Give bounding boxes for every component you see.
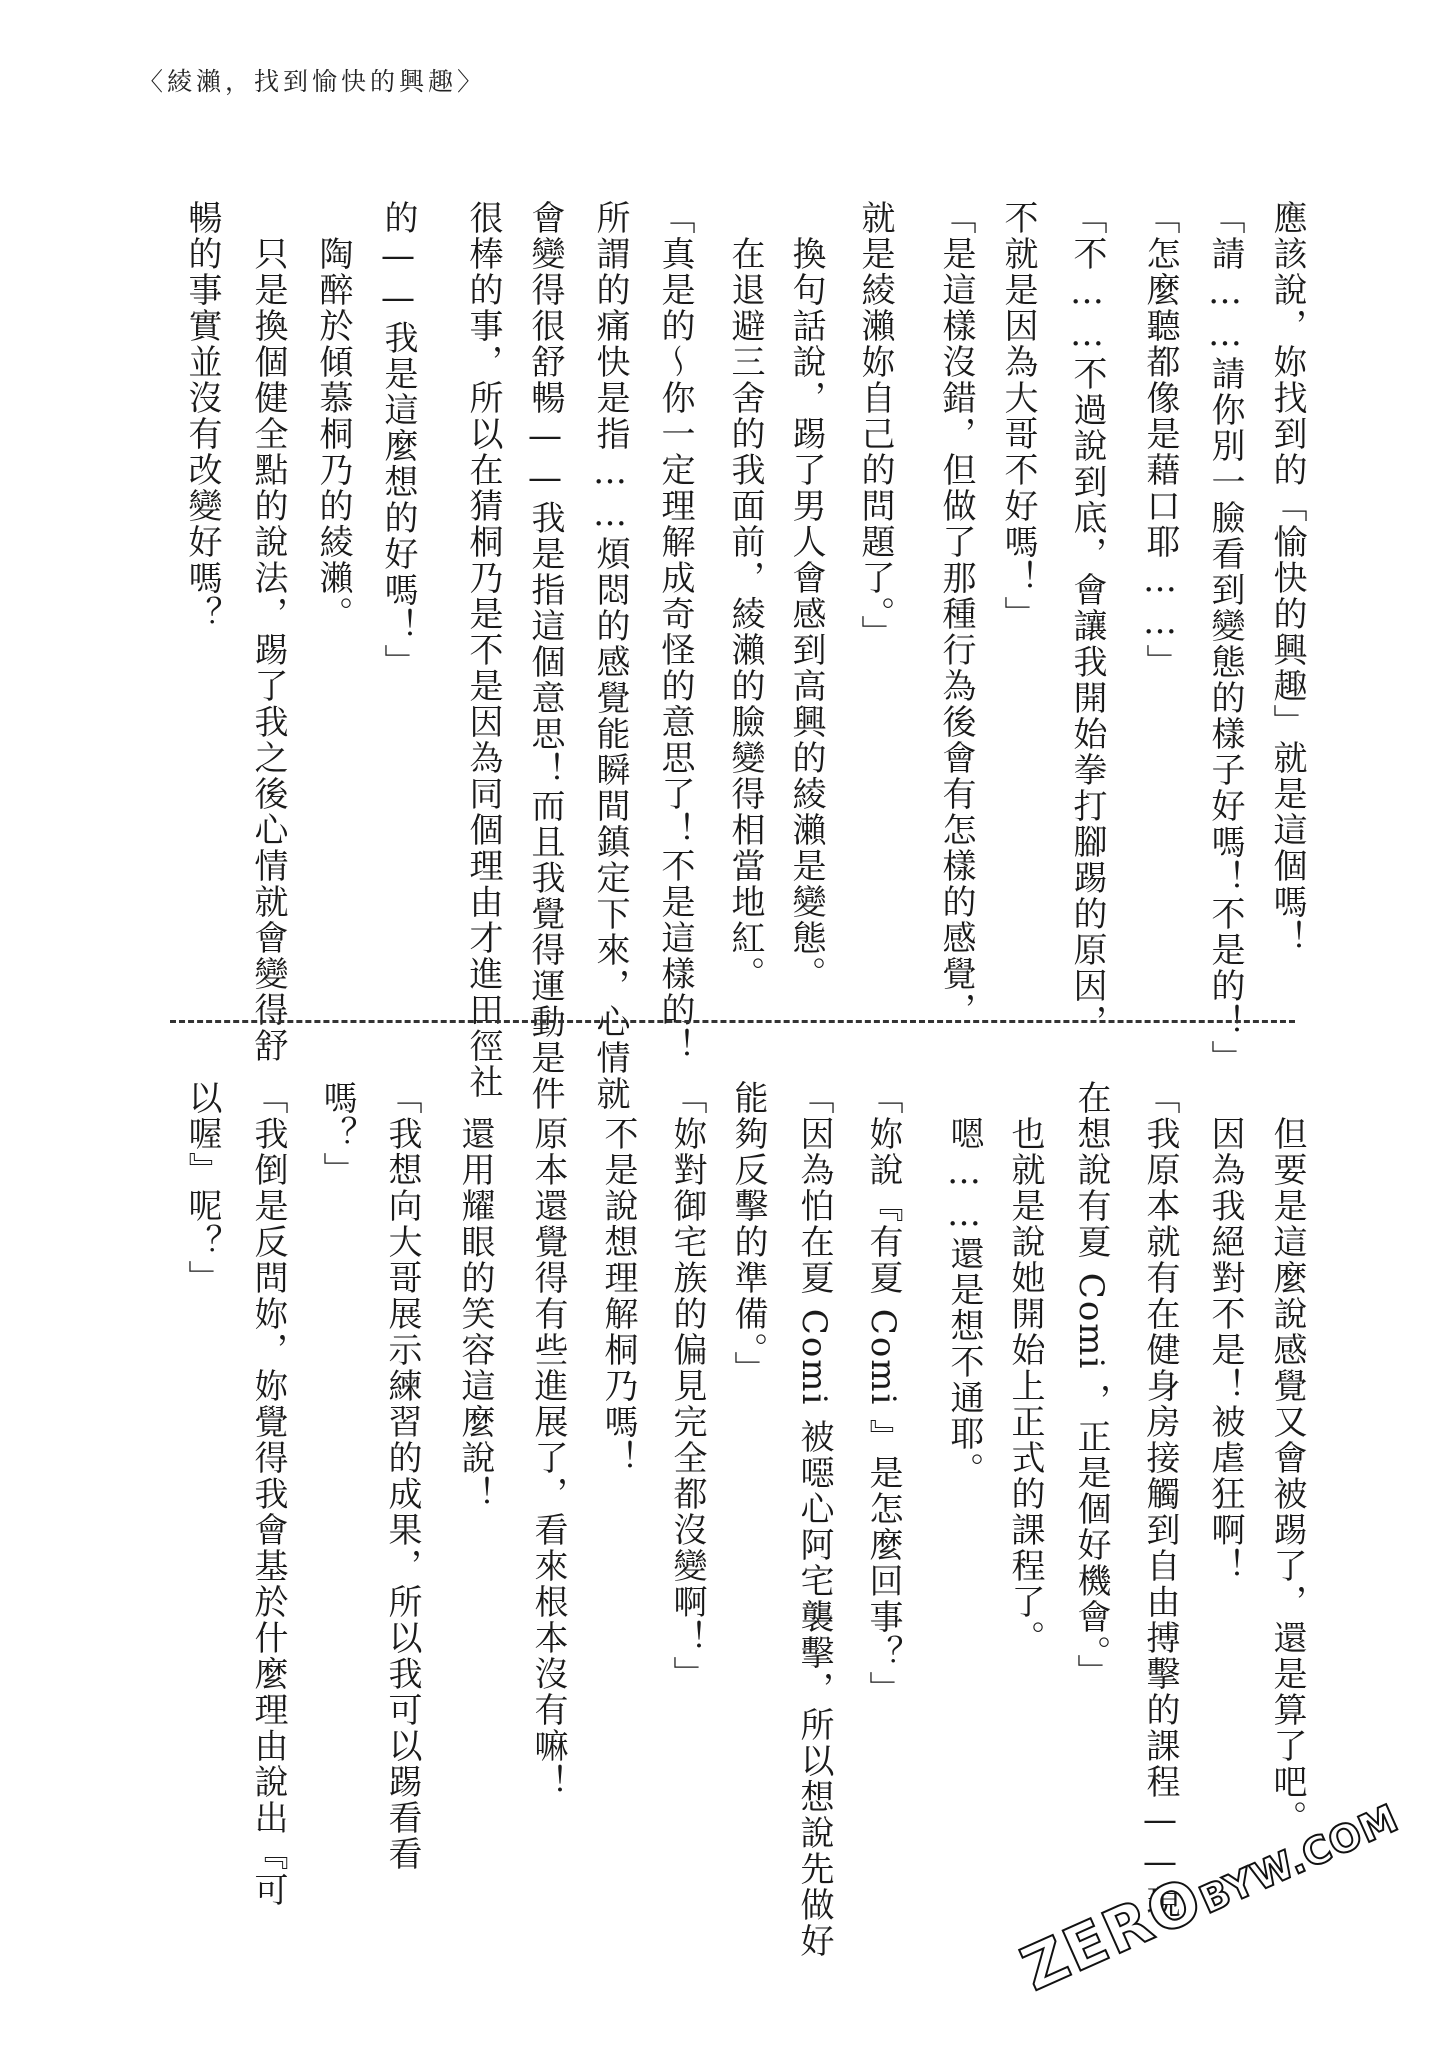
text-column: 應該說，妳找到的「愉快的興趣」就是這個嗎！ xyxy=(1267,200,1307,956)
text-column: 原本還覺得有些進展了，看來根本沒有嘛！ xyxy=(528,1116,568,1800)
text-column: 「妳說『有夏 Comi 』是怎麼回事？」 xyxy=(863,1080,903,1708)
text-column: 換句話說，踢了男人會感到高興的綾瀨是變態。 xyxy=(786,236,826,992)
text-column: 在想說有夏 Comi ，正是個好機會。」 xyxy=(1071,1080,1111,1691)
text-column: 暢的事實並沒有改變好嗎？ xyxy=(182,200,222,632)
latin-word: Comi xyxy=(1071,1260,1111,1384)
text-column: 不就是因為大哥不好嗎！」 xyxy=(998,200,1038,632)
watermark xyxy=(1012,1777,1408,2005)
text-column: 陶醉於傾慕桐乃的綾瀨。 xyxy=(313,236,353,632)
text-column: 但要是這麼說感覺又會被踢了，還是算了吧。 xyxy=(1267,1116,1307,1836)
text-column: 「我原本就有在健身房接觸到自由搏擊的課程——現 xyxy=(1140,1080,1180,1920)
text-column: 就是綾瀨妳自己的問題了。」 xyxy=(855,200,895,651)
text-column: 嗯……還是想不通耶。 xyxy=(944,1116,984,1488)
latin-word: Comi xyxy=(863,1296,903,1420)
watermark-site: BYW.COM xyxy=(1192,1795,1406,1923)
text-column: 不是說想理解桐乃嗎！ xyxy=(598,1116,638,1476)
text-column: 「不……不過說到底，會讓我開始拳打腳踢的原因， xyxy=(1067,200,1107,1040)
section-divider xyxy=(170,1020,1295,1023)
chapter-title: 〈綾瀨，找到愉快的興趣〉 xyxy=(138,67,487,96)
watermark-zero: ZERO xyxy=(1011,1863,1214,2005)
text-column: 「我倒是反問妳，妳覺得我會基於什麼理由說出『可 xyxy=(248,1080,288,1908)
text-column: 以喔』呢？」 xyxy=(182,1080,222,1296)
text-column: 「因為怕在夏 Comi 被噁心阿宅襲擊，所以想說先做好 xyxy=(794,1080,834,1960)
text-column: 「我想向大哥展示練習的成果，所以我可以踢看看 xyxy=(382,1080,422,1872)
text-column: 還用耀眼的笑容這麼說！ xyxy=(455,1116,495,1512)
text-column: 「妳對御宅族的偏見完全都沒變啊！」 xyxy=(667,1080,707,1692)
text-column: 也就是說她開始上正式的課程了。 xyxy=(1005,1116,1045,1656)
text-column: 會變得很舒暢——我是指這個意思！而且我覺得運動是件 xyxy=(525,200,565,1112)
text-column: 「真是的～你一定理解成奇怪的意思了！不是這樣的！ xyxy=(655,200,695,1064)
text-column: 因為我絕對不是！被虐狂啊！ xyxy=(1205,1116,1245,1584)
text-column: 只是換個健全點的說法，踢了我之後心情就會變得舒 xyxy=(248,236,288,1064)
text-column: 嗎？」 xyxy=(317,1080,357,1188)
text-column: 能夠反擊的準備。」 xyxy=(728,1080,768,1387)
text-column: 所謂的痛快是指……煩悶的感覺能瞬間鎮定下來，心情就 xyxy=(590,200,630,1112)
latin-word: Comi xyxy=(794,1296,834,1420)
text-column: 「請……請你別一臉看到變態的樣子好嗎！不是的！」 xyxy=(1205,200,1245,1076)
text-column: 在退避三舍的我面前，綾瀨的臉變得相當地紅。 xyxy=(725,236,765,992)
text-column: 「是這樣沒錯，但做了那種行為後會有怎樣的感覺， xyxy=(936,200,976,1028)
text-column: 很棒的事，所以在猜桐乃是不是因為同個理由才進田徑社 xyxy=(463,200,503,1100)
text-column: 「怎麼聽都像是藉口耶……」 xyxy=(1140,200,1180,680)
text-column: 的——我是這麼想的好嗎！」 xyxy=(378,200,418,680)
